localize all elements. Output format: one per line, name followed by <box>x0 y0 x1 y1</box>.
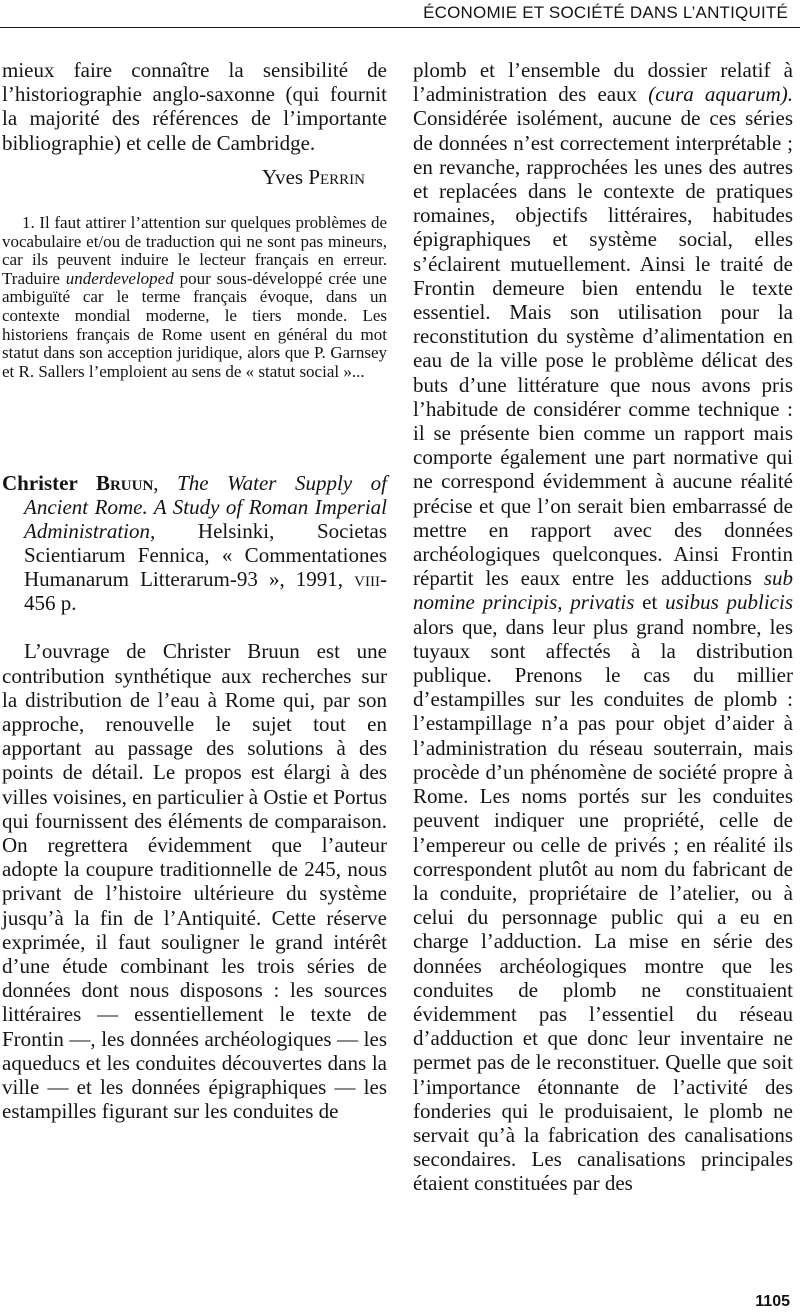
review-separator: , <box>153 471 178 496</box>
body-segment-4: alors que, dans leur plus grand nombre, les tuyaux sont affectés à la distribution publique. Prenons le cas du millier d’estampilles sur les conduites de plomb : l’estampillage n’a pas pour objet d’aider à l’administration du réseau souterrain, mais procède d’un phénomène de société propre à Rome. Les noms portés sur les conduites peuvent indiquer une propriété, celle de l’empereur ou celle de privés ; en réalité ils correspondent plutôt au nom du fabricant de la conduite, propriétaire de l’atelier, ou à celui du personnage public qui a eu en charge l’adduction. La mise en série des données archéologiques montre que les conduites de plomb ne constituaient évidemment pas l’essentiel du réseau d’adduction et que donc leur inventaire ne permet pas de le reconstituer. Quelle que soit l’importance étonnante de l’activité des fonderies qui le produisaient, le plomb ne servait qu’à la fabrication des canalisations secondaires. Les canalisations principales étaient constituées par des <box>413 614 793 1196</box>
footnote-text-1: 1. Il faut attirer l’attention sur quelques problèmes de vocabulaire et/ou de traduction qui ne sont pas mineurs, car ils peuvent induire le lecteur français en erreur. Traduire <box>2 213 387 288</box>
review-body-continuation <box>413 58 793 1196</box>
left-column <box>2 58 387 1123</box>
body-segment-1: plomb et l’ensemble du dossier relatif à l’administration des eaux <box>413 58 793 107</box>
review-signature <box>2 165 387 189</box>
review-author-first: Christer <box>2 471 96 496</box>
review-heading <box>2 471 387 615</box>
footnote <box>2 214 387 381</box>
footnote-term: underdeveloped <box>65 268 174 288</box>
previous-review-ending: mieux faire connaître la sensibilité de l’historiographie anglo-saxonne (qui fournit la majorité des références de l’importante bibliographie) et celle de Cambridge. <box>2 58 387 155</box>
header-rule <box>0 27 800 28</box>
review-author-last: Bruun <box>95 471 154 496</box>
review-body-paragraph: L’ouvrage de Christer Bruun est une contribution synthétique aux recherches sur la distribution de l’eau à Rome qui, par son approche, renouvelle le sujet tout en apportant au passage des solutions à des points de détail. Le propos est élargi à des villes voisines, en particulier à Ostie et Portus qui fournissent des éléments de comparaison. On regrettera évidemment que l’auteur adopte la coupure traditionnelle de 245, nous privant de l’histoire ultérieure du système jusqu’à la fin de l’Antiquité. Cette réserve exprimée, il faut souligner le grand intérêt d’une étude combinant les trois séries de données dont nous disposons : les sources littéraires — essentiellement le texte de Frontin —, les données archéologiques — les aqueducs et les conduites découvertes dans la ville — et les données épigraphiques — les estampilles figurant sur les conduites de <box>2 639 387 1124</box>
review-pages-rest: -456 p. <box>24 567 387 616</box>
sub-nomine-phrase: sub nomine principis, privatis <box>413 566 793 615</box>
review-publication: Helsinki, Societas Scientiarum Fennica, « Commentationes Humanarum Litterarum-93 », 1991, <box>24 519 387 592</box>
signature-first-name: Yves <box>262 164 309 189</box>
body-segment-3: et <box>634 590 666 615</box>
review-book-title: The Water Supply of Ancient Rome. A Study of Roman Imperial Administration, <box>24 471 387 544</box>
running-title: ÉCONOMIE ET SOCIÉTÉ DANS L’ANTIQUITÉ <box>423 3 788 22</box>
review-pages-roman: viii <box>354 567 380 592</box>
page-number: 1105 <box>755 1293 790 1310</box>
cura-aquarum: (cura aquarum). <box>648 82 793 107</box>
right-column <box>413 58 793 1196</box>
body-segment-2: Considérée isolément, aucune de ces séries de données n’est correctement interprétable ; en revanche, rapprochées les unes des autres et replacées dans le contexte de pratiques romaines, objectifs littéraires, habitudes épigraphiques et système social, elles s’éclairent mutuellement. Ainsi le traité de Frontin demeure bien entendu le texte essentiel. Mais son utilisation pour la reconstitution du système d’alimentation en eau de la ville pose le problème délicat des buts d’une littérature que nous avons pris l’habitude de considérer comme technique : il se présente bien comme un rapport mais comporte également une part normative qui ne correspond évidemment à aucune réalité précise et que l’on serait bien embarrassé de mettre en rapport avec des données archéologiques quelconques. Ainsi Frontin répartit les eaux entre les adductions <box>413 106 793 591</box>
running-header <box>0 0 800 30</box>
footnote-text-2: pour sous-développé crée une ambiguïté car le terme français évoque, dans un contexte mondial moderne, le tiers monde. Les historiens français de Rome usent en général du mot statut dans son acception juridique, alors que P. Garnsey et R. Sallers l’emploient au sens de « statut social »... <box>2 268 387 381</box>
signature-last-name: Perrin <box>308 164 365 189</box>
usibus-publicis: usibus publicis <box>665 590 793 615</box>
